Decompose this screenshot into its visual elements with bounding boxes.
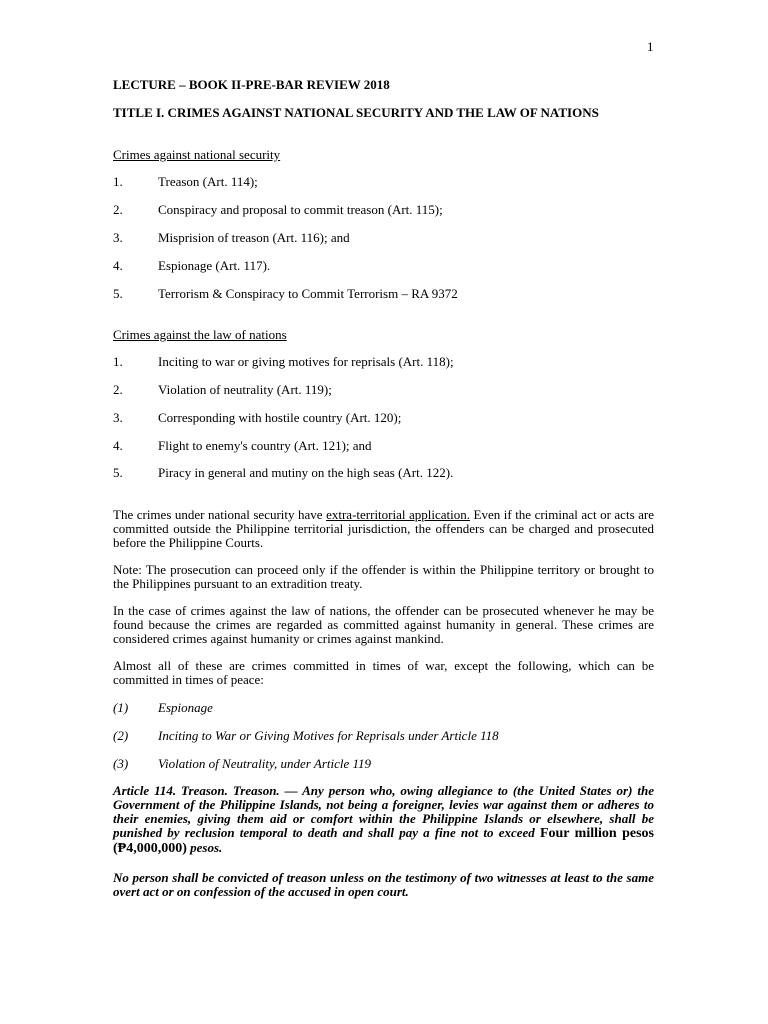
list-item [113, 411, 673, 425]
para1-post: Even if the criminal act or acts are committed outside the Philippine territorial jurisdiction, the offenders can be charged and prosecuted before the Philippine Courts. [113, 507, 655, 550]
paragraph-law-of-nations: In the case of crimes against the law of nations, the offender can be prosecuted whenever he may be found because the crimes are regarded as committed against humanity in general. These crimes are considered crimes against humanity or crimes against mankind. [113, 603, 654, 646]
item-text: Piracy in general and mutiny on the high seas (Art. 122). [158, 465, 454, 480]
para1-pre: The crimes under national security have [113, 507, 327, 522]
paragraph-peace-exceptions: Almost all of these are crimes committed in times of war, except the following, which can be committed in times of peace: [113, 658, 654, 687]
list-item [113, 259, 673, 273]
page-number: 1 [647, 39, 654, 54]
list-item [113, 466, 673, 480]
item-number: 5. [113, 465, 123, 480]
item-number: 1. [113, 354, 123, 369]
item-text: Corresponding with hostile country (Art. 120); [158, 410, 402, 425]
article-114 [113, 784, 654, 856]
title-heading: TITLE I. CRIMES AGAINST NATIONAL SECURITY AND THE LAW OF NATIONS [113, 105, 599, 120]
list-item [113, 439, 673, 453]
item-number: 2. [113, 202, 123, 217]
peace-item [113, 729, 673, 743]
list-item [113, 231, 673, 245]
national-security-heading: Crimes against national security [113, 147, 281, 162]
item-number: 2. [113, 382, 123, 397]
list-item [113, 287, 673, 301]
law-of-nations-heading: Crimes against the law of nations [113, 327, 287, 342]
list-item [113, 355, 673, 369]
para1-underlined: extra-territorial application. [326, 507, 471, 522]
article-114-text: Article 114. Treason. Treason. — Any person who, owing allegiance to (the United States or) the Government of the Philippine Islands, not being a foreigner, levies war against them or adheres to their enemies, giving them aid or comfort within the Philippine Islands or elsewhere, shall be punished by reclusion temporal to death and shall pay a fine not to exceed [113, 783, 654, 840]
item-number: 4. [113, 438, 123, 453]
item-text: Espionage (Art. 117). [158, 258, 271, 273]
peace-item [113, 701, 673, 715]
item-number: 3. [113, 410, 123, 425]
item-text: Treason (Art. 114); [158, 174, 258, 189]
item-text: Misprision of treason (Art. 116); and [158, 230, 350, 245]
article-114-amount: Four million pesos (₱4,000,000) [113, 826, 655, 856]
paragraph-extraterritorial [113, 508, 654, 550]
list-item [113, 383, 673, 397]
item-text: Inciting to war or giving motives for reprisals (Art. 118); [158, 354, 454, 369]
item-text: Espionage [158, 700, 213, 715]
item-text: Terrorism & Conspiracy to Commit Terrorism – RA 9372 [158, 286, 458, 301]
item-text: Conspiracy and proposal to commit treason (Art. 115); [158, 202, 443, 217]
item-number: (3) [113, 756, 129, 771]
article-114-suffix: pesos. [186, 840, 223, 855]
lecture-title: LECTURE – BOOK II-PRE-BAR REVIEW 2018 [113, 77, 390, 92]
item-text: Violation of neutrality (Art. 119); [158, 382, 332, 397]
item-text: Flight to enemy's country (Art. 121); and [158, 438, 372, 453]
item-number: (1) [113, 700, 129, 715]
paragraph-two-witnesses: No person shall be convicted of treason unless on the testimony of two witnesses at least to the same overt act or on confession of the accused in open court. [113, 870, 654, 899]
list-item [113, 203, 673, 217]
item-text: Violation of Neutrality, under Article 119 [158, 756, 372, 771]
item-number: 1. [113, 174, 123, 189]
item-text: Inciting to War or Giving Motives for Reprisals under Article 118 [158, 728, 499, 743]
list-item [113, 175, 673, 189]
item-number: 3. [113, 230, 123, 245]
paragraph-note: Note: The prosecution can proceed only if the offender is within the Philippine territory or brought to the Philippines pursuant to an extradition treaty. [113, 562, 654, 591]
peace-item [113, 757, 673, 771]
item-number: 5. [113, 286, 123, 301]
item-number: 4. [113, 258, 123, 273]
item-number: (2) [113, 728, 129, 743]
